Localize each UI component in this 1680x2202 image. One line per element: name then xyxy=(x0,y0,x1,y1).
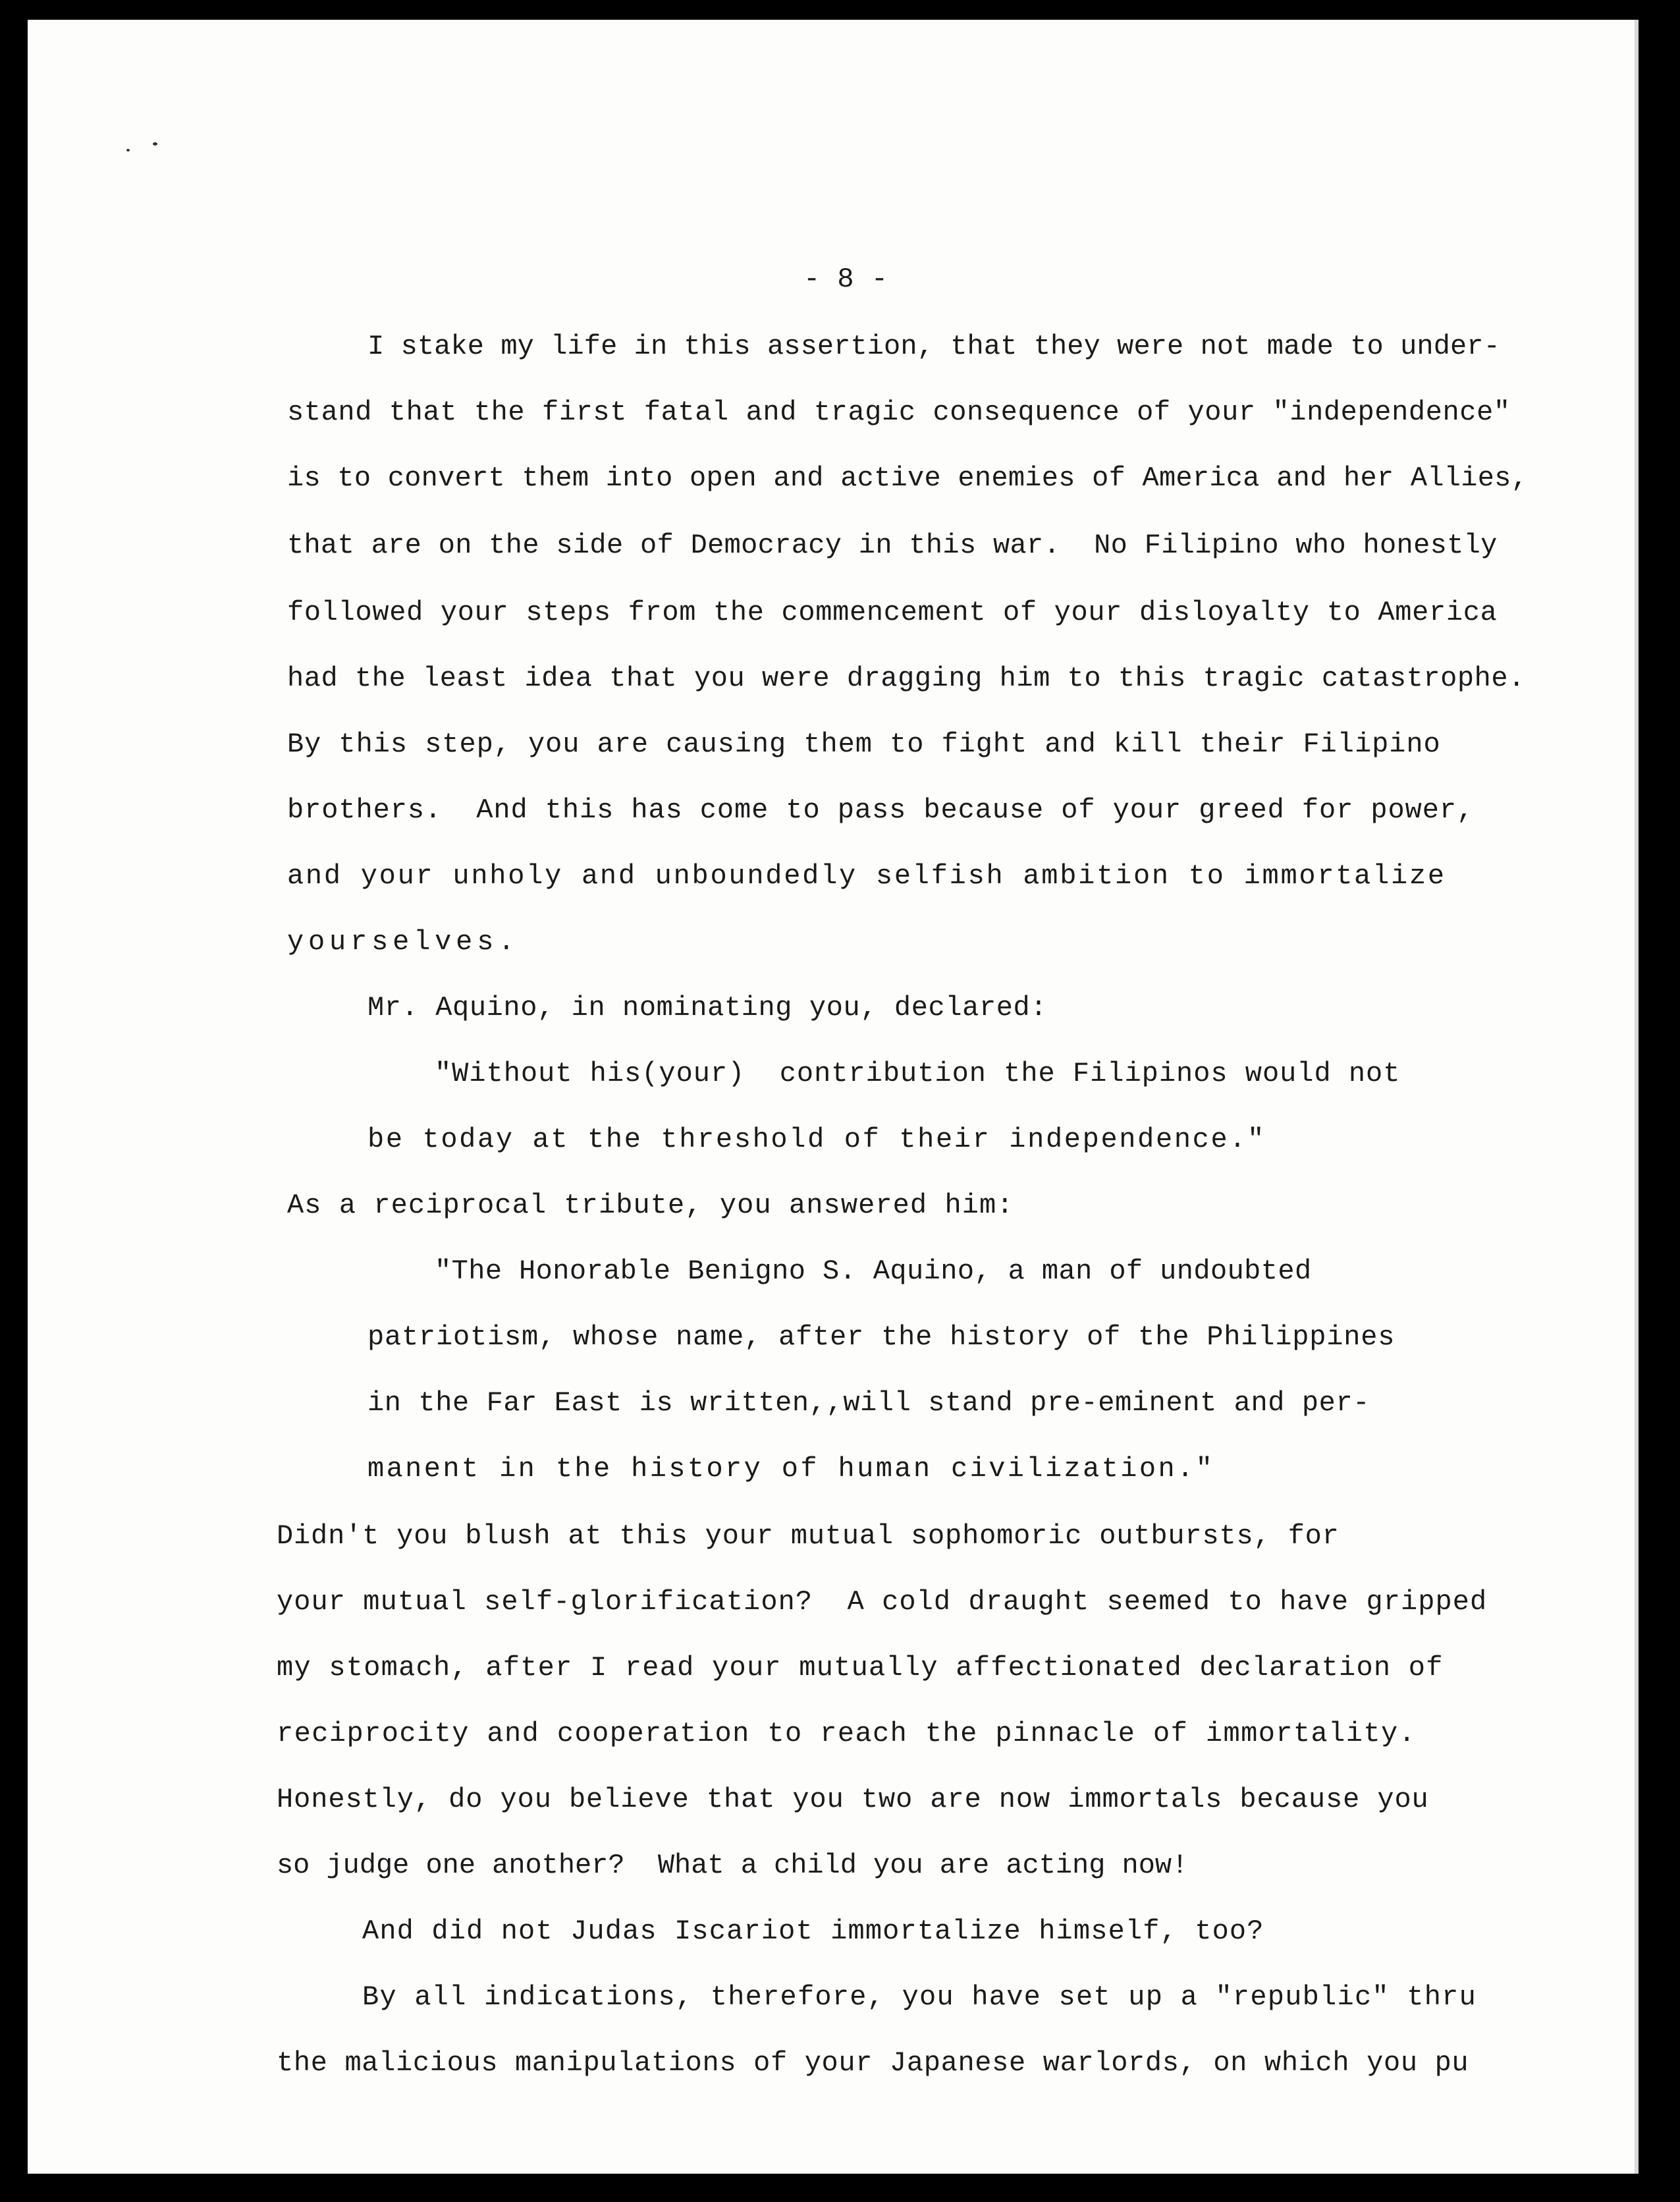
text-line: in the Far East is written,,will stand pre-eminent and per- xyxy=(367,1387,1370,1419)
document-page xyxy=(28,20,1639,2174)
text-line: your mutual self-glorification? A cold draught seemed to have gripped xyxy=(277,1586,1488,1618)
text-line: Didn't you blush at this your mutual sophomoric outbursts, for xyxy=(277,1520,1340,1552)
text-line: had the least idea that you were dragging him to this tragic catastrophe. xyxy=(287,663,1525,694)
text-line: so judge one another? What a child you are acting now! xyxy=(277,1850,1189,1881)
text-line: Honestly, do you believe that you two are now immortals because you xyxy=(277,1784,1429,1815)
text-line: reciprocity and cooperation to reach the pinnacle of immortality. xyxy=(277,1718,1417,1749)
text-line: patriotism, whose name, after the history of the Philippines xyxy=(367,1321,1395,1353)
scan-speck xyxy=(126,149,130,151)
text-line: I stake my life in this assertion, that they were not made to under- xyxy=(367,331,1500,362)
text-line: yourselves. xyxy=(287,926,520,958)
text-line: be today at the threshold of their independence." xyxy=(367,1124,1266,1155)
text-line: Mr. Aquino, in nominating you, declared: xyxy=(367,992,1048,1024)
text-line: my stomach, after I read your mutually affectionated declaration of xyxy=(277,1652,1444,1684)
text-line: As a reciprocal tribute, you answered him: xyxy=(287,1190,1014,1221)
text-line: manent in the history of human civilization." xyxy=(367,1453,1215,1485)
text-line: stand that the first fatal and tragic consequence of your "independence" xyxy=(287,397,1511,428)
text-line: followed your steps from the commencement of your disloyalty to America xyxy=(287,597,1498,628)
text-line: the malicious manipulations of your Japanese warlords, on which you pu xyxy=(277,2047,1469,2079)
text-line: is to convert them into open and active enemies of America and her Allies, xyxy=(287,462,1529,494)
text-line: that are on the side of Democracy in this war. No Filipino who honestly xyxy=(287,530,1498,561)
text-line: "The Honorable Benigno S. Aquino, a man of undoubted xyxy=(435,1255,1312,1287)
text-line: By all indications, therefore, you have set up a "republic" thru xyxy=(362,1981,1477,2013)
text-line: By this step, you are causing them to fight and kill their Filipino xyxy=(287,729,1441,760)
page-number: - 8 - xyxy=(803,263,888,295)
scan-speck xyxy=(153,142,157,146)
text-line: And did not Judas Iscariot immortalize himself, too? xyxy=(362,1915,1264,1947)
text-line: brothers. And this has come to pass because of your greed for power, xyxy=(287,794,1475,826)
text-line: and your unholy and unboundedly selfish ambition to immortalize xyxy=(287,860,1446,892)
text-line: "Without his(your) contribution the Filipinos would not xyxy=(435,1058,1401,1089)
